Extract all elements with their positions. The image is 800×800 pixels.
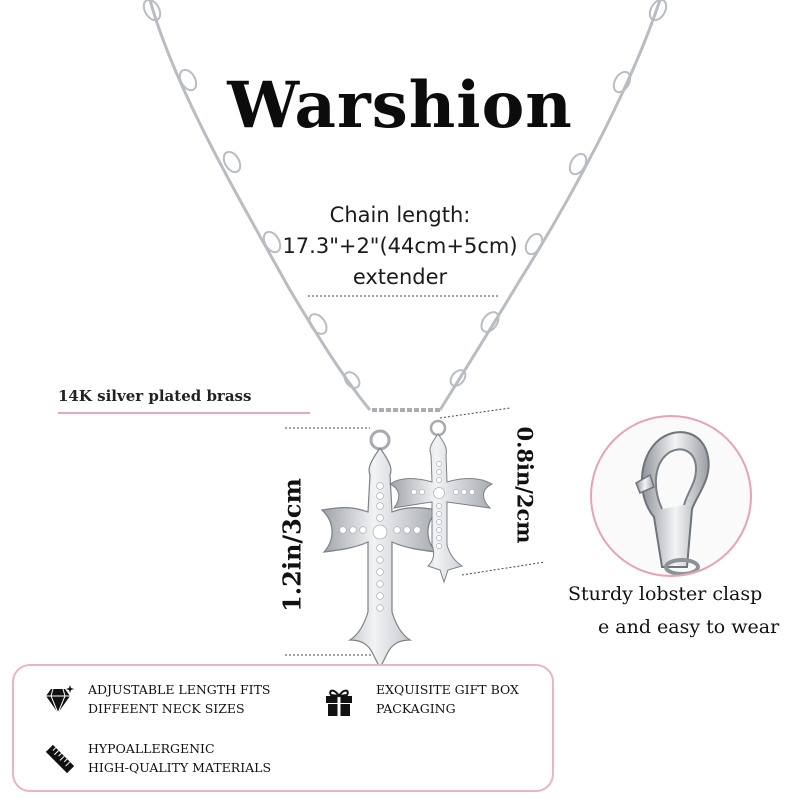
lobster-clasp-icon	[592, 417, 750, 575]
brand-title: Warshion	[227, 68, 573, 143]
chain-length-label	[250, 200, 550, 293]
feature-hypoallergenic	[88, 739, 271, 777]
clasp-line2: e and easy to wear	[598, 616, 780, 638]
feature-gift-line2: PACKAGING	[376, 701, 456, 716]
chain-length-line3: extender	[352, 265, 448, 289]
feature-hypo-line1: HYPOALLERGENIC	[88, 741, 215, 756]
feature-gift-box	[376, 680, 519, 718]
gift-box-icon	[322, 684, 356, 718]
large-cross-size: 1.2in/3cm	[277, 478, 307, 612]
feature-adjustable-line2: DIFFEENT NECK SIZES	[88, 701, 245, 716]
clasp-closeup	[590, 415, 752, 577]
material-label: 14K silver plated brass	[58, 387, 252, 405]
feature-hypo-line2: HIGH-QUALITY MATERIALS	[88, 760, 272, 775]
chain-length-line2: 17.3"+2"(44cm+5cm)	[282, 234, 518, 258]
small-cross-size: 0.8in/2cm	[512, 426, 538, 544]
diamond-icon	[41, 683, 75, 717]
large-cross-pendant	[322, 431, 438, 668]
material-underline	[58, 412, 310, 414]
ruler-icon	[43, 742, 77, 776]
measure-lines	[285, 296, 545, 655]
clasp-description	[568, 578, 790, 644]
chain-length-line1: Chain length:	[329, 203, 471, 227]
feature-adjustable-line1: ADJUSTABLE LENGTH FITS	[88, 682, 271, 697]
clasp-line1: Sturdy lobster clasp	[568, 583, 763, 605]
features-box	[12, 664, 554, 792]
feature-gift-line1: EXQUISITE GIFT BOX	[376, 682, 519, 697]
feature-adjustable	[88, 680, 271, 718]
small-cross-pendant	[390, 421, 492, 582]
